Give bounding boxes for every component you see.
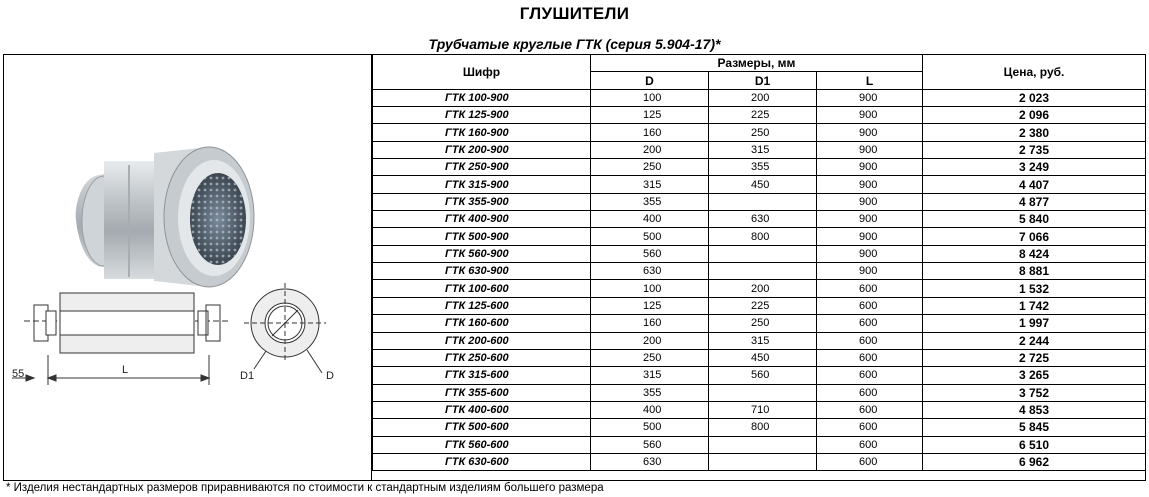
page-subtitle: Трубчатые круглые ГТК (серия 5.904-17)*: [428, 36, 721, 52]
l-cell: 600: [817, 349, 923, 366]
l-cell: 600: [817, 436, 923, 453]
d1-cell: 200: [709, 280, 817, 297]
cipher-cell: ГТК 160-600: [373, 315, 591, 332]
d-cell: 125: [591, 107, 709, 124]
table-row: [373, 453, 1146, 470]
silencer-drawing: [4, 55, 371, 480]
dim-d1-label: D1: [240, 370, 255, 382]
l-cell: 900: [817, 263, 923, 280]
price-cell: 1 742: [923, 297, 1146, 314]
table-row: [373, 436, 1146, 453]
price-cell: 3 249: [923, 159, 1146, 176]
side-view-schematic: [12, 293, 229, 385]
d1-cell: [709, 263, 817, 280]
price-table-body: [373, 89, 1146, 471]
cipher-cell: ГТК 125-900: [373, 107, 591, 124]
l-cell: 600: [817, 384, 923, 401]
table-row: [373, 332, 1146, 349]
d1-cell: [709, 453, 817, 470]
d1-cell: 800: [709, 228, 817, 245]
d1-cell: 315: [709, 332, 817, 349]
l-cell: 900: [817, 245, 923, 262]
l-cell: 600: [817, 332, 923, 349]
l-cell: 900: [817, 193, 923, 210]
d1-cell: 560: [709, 367, 817, 384]
price-cell: 6 962: [923, 453, 1146, 470]
cipher-cell: ГТК 200-600: [373, 332, 591, 349]
price-cell: 2 735: [923, 141, 1146, 158]
l-cell: 900: [817, 141, 923, 158]
price-cell: 2 023: [923, 89, 1146, 106]
table-row: [373, 89, 1146, 106]
cipher-cell: ГТК 500-600: [373, 419, 591, 436]
price-cell: 4 407: [923, 176, 1146, 193]
d-cell: 200: [591, 141, 709, 158]
price-cell: 7 066: [923, 228, 1146, 245]
front-view-schematic: [244, 283, 326, 373]
price-cell: 3 265: [923, 367, 1146, 384]
d-cell: 560: [591, 436, 709, 453]
price-cell: 8 881: [923, 263, 1146, 280]
d1-cell: 250: [709, 124, 817, 141]
price-cell: 2 096: [923, 107, 1146, 124]
table-row: [373, 280, 1146, 297]
cipher-cell: ГТК 160-900: [373, 124, 591, 141]
l-cell: 900: [817, 211, 923, 228]
d1-cell: 225: [709, 297, 817, 314]
dim-55-label: 55: [12, 368, 25, 380]
price-cell: 8 424: [923, 245, 1146, 262]
l-cell: 900: [817, 159, 923, 176]
d-cell: 355: [591, 384, 709, 401]
d-cell: 250: [591, 159, 709, 176]
d-cell: 560: [591, 245, 709, 262]
table-row: [373, 367, 1146, 384]
table-row: [373, 349, 1146, 366]
d1-cell: 450: [709, 349, 817, 366]
price-cell: 2 244: [923, 332, 1146, 349]
d-cell: 630: [591, 453, 709, 470]
header-cipher: Шифр: [373, 55, 591, 89]
d-cell: 250: [591, 349, 709, 366]
table-row: [373, 384, 1146, 401]
d1-cell: 800: [709, 419, 817, 436]
price-cell: 4 853: [923, 401, 1146, 418]
d-cell: 100: [591, 280, 709, 297]
footnote: * Изделия нестандартных размеров приравниваются по стоимости к стандартным изделиям большего размера: [6, 482, 604, 494]
header-l: L: [817, 72, 923, 89]
price-table-frame: [3, 54, 1146, 481]
price-cell: 2 380: [923, 124, 1146, 141]
l-cell: 900: [817, 228, 923, 245]
price-cell: 2 725: [923, 349, 1146, 366]
table-row: [373, 315, 1146, 332]
cipher-cell: ГТК 630-600: [373, 453, 591, 470]
cipher-cell: ГТК 400-600: [373, 401, 591, 418]
d1-cell: 355: [709, 159, 817, 176]
d1-cell: [709, 193, 817, 210]
table-row: [373, 401, 1146, 418]
header-dimensions: Размеры, мм: [591, 55, 923, 72]
cipher-cell: ГТК 355-600: [373, 384, 591, 401]
l-cell: 600: [817, 315, 923, 332]
d1-cell: 710: [709, 401, 817, 418]
price-cell: 1 997: [923, 315, 1146, 332]
d1-cell: 315: [709, 141, 817, 158]
d1-cell: [709, 245, 817, 262]
d-cell: 200: [591, 332, 709, 349]
cipher-cell: ГТК 560-600: [373, 436, 591, 453]
d1-cell: [709, 384, 817, 401]
l-cell: 600: [817, 419, 923, 436]
cipher-cell: ГТК 250-900: [373, 159, 591, 176]
price-table: [372, 55, 1146, 471]
table-row: [373, 193, 1146, 210]
d1-cell: 200: [709, 89, 817, 106]
table-row: [373, 107, 1146, 124]
cipher-cell: ГТК 100-600: [373, 280, 591, 297]
d-cell: 630: [591, 263, 709, 280]
d1-cell: 225: [709, 107, 817, 124]
header-price: Цена, руб.: [923, 55, 1146, 89]
l-cell: 600: [817, 280, 923, 297]
d-cell: 125: [591, 297, 709, 314]
table-row: [373, 124, 1146, 141]
l-cell: 600: [817, 297, 923, 314]
table-row: [373, 228, 1146, 245]
cipher-cell: ГТК 100-900: [373, 89, 591, 106]
d1-cell: 250: [709, 315, 817, 332]
l-cell: 600: [817, 453, 923, 470]
cipher-cell: ГТК 400-900: [373, 211, 591, 228]
silencer-illustration: [4, 55, 372, 480]
price-cell: 1 532: [923, 280, 1146, 297]
l-cell: 900: [817, 107, 923, 124]
price-cell: 5 840: [923, 211, 1146, 228]
cipher-cell: ГТК 630-900: [373, 263, 591, 280]
d1-cell: [709, 436, 817, 453]
cipher-cell: ГТК 250-600: [373, 349, 591, 366]
d-cell: 160: [591, 315, 709, 332]
cipher-cell: ГТК 200-900: [373, 141, 591, 158]
price-cell: 6 510: [923, 436, 1146, 453]
d1-cell: 630: [709, 211, 817, 228]
price-cell: 3 752: [923, 384, 1146, 401]
d-cell: 315: [591, 367, 709, 384]
l-cell: 600: [817, 367, 923, 384]
page-title: ГЛУШИТЕЛИ: [519, 4, 630, 23]
l-cell: 900: [817, 89, 923, 106]
cipher-cell: ГТК 315-900: [373, 176, 591, 193]
d-cell: 400: [591, 211, 709, 228]
table-row: [373, 211, 1146, 228]
table-row: [373, 419, 1146, 436]
cipher-cell: ГТК 125-600: [373, 297, 591, 314]
silencer-photo: [76, 147, 254, 287]
header-d1: D1: [709, 72, 817, 89]
price-cell: 5 845: [923, 419, 1146, 436]
table-row: [373, 297, 1146, 314]
d-cell: 160: [591, 124, 709, 141]
d-cell: 500: [591, 228, 709, 245]
d-cell: 100: [591, 89, 709, 106]
table-row: [373, 245, 1146, 262]
l-cell: 900: [817, 124, 923, 141]
table-row: [373, 141, 1146, 158]
cipher-cell: ГТК 315-600: [373, 367, 591, 384]
d-cell: 355: [591, 193, 709, 210]
cipher-cell: ГТК 500-900: [373, 228, 591, 245]
price-cell: 4 877: [923, 193, 1146, 210]
d1-cell: 450: [709, 176, 817, 193]
table-row: [373, 263, 1146, 280]
table-row: [373, 159, 1146, 176]
cipher-cell: ГТК 560-900: [373, 245, 591, 262]
dim-l-label: L: [122, 364, 129, 376]
d-cell: 400: [591, 401, 709, 418]
l-cell: 900: [817, 176, 923, 193]
dim-d-label: D: [326, 370, 334, 382]
d-cell: 315: [591, 176, 709, 193]
table-row: [373, 176, 1146, 193]
cipher-cell: ГТК 355-900: [373, 193, 591, 210]
d-cell: 500: [591, 419, 709, 436]
l-cell: 600: [817, 401, 923, 418]
header-d: D: [591, 72, 709, 89]
